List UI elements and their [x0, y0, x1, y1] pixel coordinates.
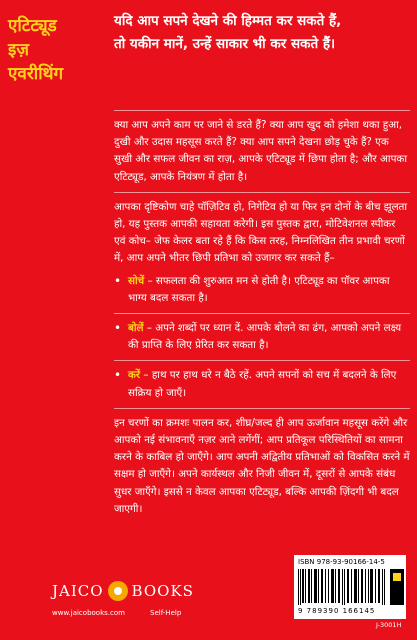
- divider: [114, 192, 410, 193]
- blurb-paragraph-2: आपका दृष्टिकोण चाहे पॉज़िटिव हो, निगेटिव हो या फिर इन दोनों के बीच झूलता हो, यह पुस्तक आपकी सहायता करेगी। इस पुस्तक द्वारा, मोटिवेशनल स्पीकर एवं कोच– जेफ केलर बता रहे हैं कि किस तरह, निम्नलिखित तीन प्रभावी चरणों में, आप अपने भीतर छिपी प्रतिभा को उजागर कर सकते हैं–: [114, 200, 408, 265]
- divider: [114, 110, 410, 111]
- jaico-logo-icon: [108, 581, 128, 601]
- publisher-name-left: JAICO: [52, 582, 104, 600]
- bullet-icon: •: [114, 321, 122, 336]
- book-title: [8, 14, 108, 86]
- bullet-item: [114, 320, 410, 354]
- bullet-key: सोचें: [128, 274, 145, 287]
- publisher-logo: [52, 579, 194, 603]
- divider: [114, 360, 410, 361]
- title-line: इज़: [8, 40, 29, 60]
- blurb-paragraph-3: इन चरणों का क्रमशः पालन कर, शीघ्र/जल्द ही आप ऊर्जावान महसूस करेंगे और आपको नई संभावनाएँ नज़र आने लगेंगीं; आप प्रतिकूल परिस्थितियों का सामना करने के काबिल हो जाएँगे। आप अपनी अद्वितीय प्रतिभाओं को विकसित करने में सक्षम हो जाएँगे। अपने कार्यस्थल और निजी जीवन में, दूसरों से आपके संबंध सुधर जाएँगे। इससे न केवल आपका एटिट्यूड, बल्कि आपकी ज़िंदगी भी बदल जाएगी।: [114, 416, 410, 515]
- blurb-paragraph-1: क्या आप अपने काम पर जाने से डरते हैं? क्या आप खुद को हमेशा थका हुआ, दुखी और उदास महसूस करते हैं? क्या आप सपने देखना छोड़ चुके हैं? एक सुखी और सफल जीवन का राज़, आपके एटिट्यूड में छिपा होता है; और आपका एटिट्यूड, आपके नियंत्रण में होता है।: [114, 119, 407, 183]
- blurb: [114, 104, 410, 523]
- divider: [114, 408, 410, 409]
- isbn-label: ISBN 978-93-90166-14-5: [298, 558, 385, 566]
- book-category: Self-Help: [150, 609, 182, 617]
- barcode-number: 9 789390 166145: [298, 607, 376, 615]
- divider: [114, 313, 410, 314]
- tagline: [114, 10, 414, 56]
- bullet-text: – हाथ पर हाथ धरे न बैठे रहें. अपने सपनों को सच में बदलने के लिए सक्रिय हो जाएँ।: [128, 369, 397, 399]
- title-line: एवरीथिंग: [8, 64, 64, 84]
- bullet-text: – सफलता की शुरुआत मन से होती है। एटिट्यूड का पॉवर आपका भाग्य बदल सकता है।: [128, 274, 390, 304]
- catalog-code: J-3001H: [376, 621, 402, 629]
- bullet-item: [114, 273, 410, 307]
- bullet-icon: •: [114, 368, 122, 383]
- bullet-icon: •: [114, 273, 122, 288]
- publisher-badge-icon: [390, 569, 404, 605]
- bullet-key: करें: [128, 369, 141, 382]
- tagline-line: यदि आप सपने देखने की हिम्मत कर सकते हैं,: [114, 13, 342, 29]
- bullet-text: – अपने शब्दों पर ध्यान दें. आपके बोलने का ढंग, आपको अपने लक्ष्य की प्राप्ति के लिए प्रेरित कर सकता है।: [128, 322, 402, 352]
- tagline-line: तो यकीन मानें, उन्हें साकार भी कर सकते हैं।: [114, 36, 336, 52]
- barcode-icon: [298, 569, 388, 605]
- title-line: एटिट्यूड: [8, 16, 57, 36]
- publisher-name-right: BOOKS: [131, 582, 194, 600]
- barcode-panel: [294, 555, 406, 619]
- publisher-website[interactable]: www.jaicobooks.com: [52, 609, 125, 617]
- bullet-item: [114, 367, 410, 401]
- bullet-key: बोलें: [128, 322, 144, 335]
